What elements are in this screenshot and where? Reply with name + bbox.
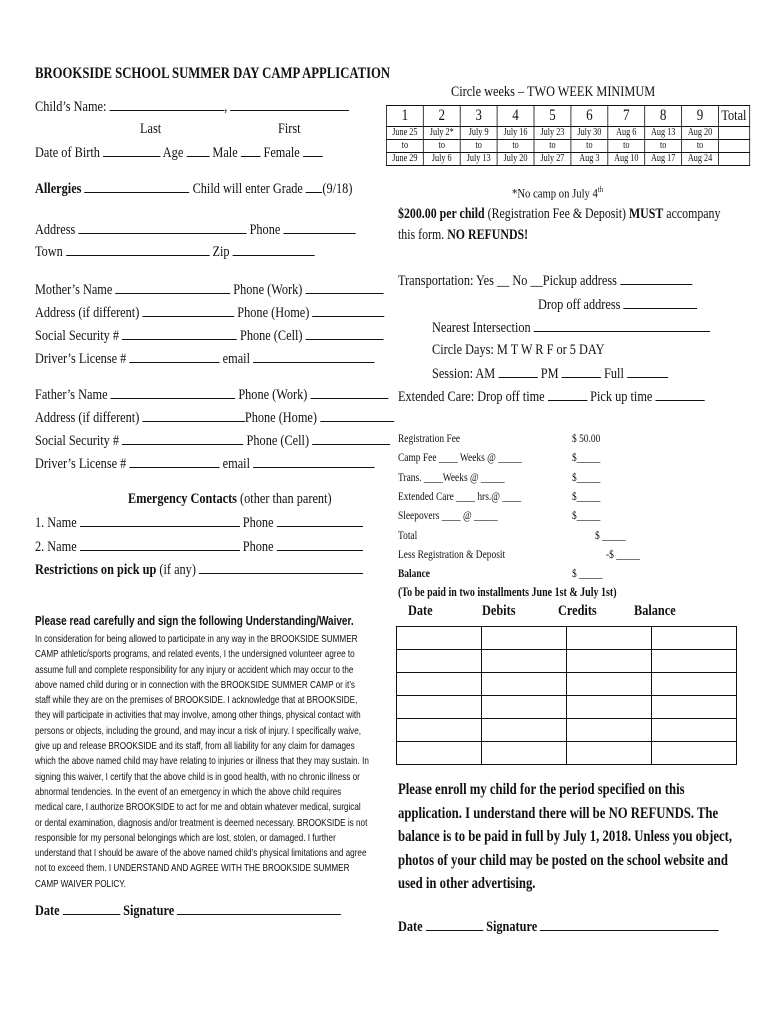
father-address-label: Address (if different): [35, 410, 140, 426]
week-number-cell[interactable]: 1: [386, 106, 423, 127]
left-date-field[interactable]: [63, 902, 120, 915]
week-to-cell: to: [534, 140, 571, 153]
waiver-heading: Please read carefully and sign the following Understanding/Waiver.: [35, 614, 354, 628]
week-start-cell: July 23: [534, 127, 571, 140]
week-number-cell[interactable]: 6: [571, 106, 608, 127]
town-row: [35, 243, 315, 261]
female-field[interactable]: [303, 144, 323, 157]
fee-label: Registration Fee: [398, 433, 461, 445]
father-phone-cell-label: Phone (Cell): [246, 433, 310, 449]
ledger-cell[interactable]: [567, 696, 652, 719]
ledger-cell[interactable]: [567, 719, 652, 742]
week-end-cell: July 13: [460, 153, 497, 166]
intersection-row: [432, 319, 710, 337]
week-start-cell: Aug 13: [645, 127, 682, 140]
mother-phone-home-field[interactable]: [312, 304, 384, 317]
emergency-2-name-field[interactable]: [80, 538, 240, 551]
session-pm-label: PM: [540, 366, 559, 382]
ledger-cell[interactable]: [652, 650, 737, 673]
ledger-cell[interactable]: [482, 673, 567, 696]
mother-address-field[interactable]: [142, 304, 234, 317]
no-camp-sup: th: [597, 185, 603, 194]
week-number-cell[interactable]: 2: [423, 106, 460, 127]
grade-field[interactable]: [306, 180, 322, 193]
ledger-cell[interactable]: [397, 650, 482, 673]
weeks-heading: Circle weeks – TWO WEEK MINIMUM: [451, 84, 656, 100]
emergency-heading: [128, 491, 332, 508]
ledger-cell[interactable]: [567, 627, 652, 650]
mother-phone-home-label: Phone (Home): [237, 305, 310, 321]
week-to-cell: to: [460, 140, 497, 153]
fee-label: Less Registration & Deposit: [398, 548, 506, 561]
week-start-cell: July 2*: [423, 127, 460, 140]
phone-field[interactable]: [283, 221, 355, 234]
last-caption: Last: [140, 121, 162, 137]
week-number-cell[interactable]: 9: [682, 106, 719, 127]
ledger-cell[interactable]: [567, 650, 652, 673]
father-address-field[interactable]: [142, 409, 245, 422]
right-signature-row: [398, 918, 719, 936]
restrictions-label: Restrictions on pick up: [35, 562, 157, 578]
session-pm-field[interactable]: [562, 365, 601, 378]
town-field[interactable]: [66, 243, 210, 256]
week-end-cell: June 29: [386, 153, 423, 166]
restrictions-sub: (if any): [159, 562, 196, 578]
week-start-cell: July 9: [460, 127, 497, 140]
left-signature-row: [35, 902, 341, 920]
this-form: this form.: [398, 227, 445, 243]
zip-field[interactable]: [233, 243, 315, 256]
week-total-cell[interactable]: [719, 140, 750, 153]
dob-field[interactable]: [103, 144, 160, 157]
waiver-text: In consideration for being allowed to participate in any way in the BROOKSIDE SUMMER CAMP athletic/sports programs, and related events, I the undersigned volunteer agree to assume full and complete responsibility for any injury or accident which may occur to the above named child during or in connection with the BROOKSIDE SUMMER CAMP or it’s staff while they are on the premises of BROOKSIDE. I acknowledge that at BROOKSIDE, they will participate in activities that may involve, among other things, physical contact with persons or objects, including the ground, and may incur a risk of injury. I specifically waive, give up and release BROOKSIDE and its staff, from all liability for any claim for damages which the above named child may have relating to injuries or illness that they may sustain. In signing this waiver, I certify that the above child is in good health, with no chronic illness or abnormal tendencies. In the event of an emergency in which the above child requires medical care, I authorize BROOKSIDE to act for me and obtain whatever medical, surgical or dental examination, diagnosis and/or treatment is deemed necessary. BROOKSIDE is not responsible for my personal belongings which are lost, stolen, or damaged. I further understand that I should be aware of the above named child’s physical limitations and agree not to exceed them. I UNDERSTAND AND AGREE WITH THE BROOKSIDE SUMMER CAMP WAIVER POLICY.: [35, 634, 369, 890]
mother-ssn-label: Social Security #: [35, 328, 120, 344]
week-end-cell: July 27: [534, 153, 571, 166]
grade-year: (9/18): [322, 181, 353, 197]
emergency-1-label: 1. Name: [35, 515, 77, 531]
town-label: Town: [35, 244, 63, 260]
ledger-cell[interactable]: [397, 719, 482, 742]
weeks-table-wrap: [386, 105, 770, 166]
mother-phone-work-label: Phone (Work): [233, 282, 303, 298]
father-name-row: [35, 386, 388, 404]
fee-amount[interactable]: $ _____: [595, 529, 626, 542]
emergency-sub: (other than parent): [240, 491, 332, 507]
ledger-row: [397, 650, 737, 673]
week-start-cell: July 30: [571, 127, 608, 140]
grade-label: Child will enter Grade: [192, 181, 303, 197]
emergency-2-row: [35, 538, 363, 556]
father-email-label: email: [222, 456, 250, 472]
week-number-cell[interactable]: 8: [645, 106, 682, 127]
fee-label: Sleepovers ____ @ _____: [398, 510, 498, 523]
session-row: [432, 365, 668, 383]
ledger-row: [397, 673, 737, 696]
week-number-cell[interactable]: 7: [608, 106, 645, 127]
mother-license-label: Driver’s License #: [35, 351, 127, 367]
fee-amount[interactable]: $_____: [572, 452, 601, 465]
father-ssn-field[interactable]: [122, 432, 243, 445]
mother-name-field[interactable]: [115, 281, 230, 294]
fee-must: MUST: [628, 206, 664, 222]
address-field[interactable]: [78, 221, 246, 234]
transportation-label: Transportation: Yes __ No __Pickup address: [398, 273, 617, 289]
fee-amount[interactable]: $_____: [572, 490, 601, 503]
age-field[interactable]: [186, 144, 209, 157]
week-end-cell: Aug 24: [682, 153, 719, 166]
fee-amount[interactable]: $_____: [572, 471, 601, 484]
father-address-row: [35, 409, 394, 427]
ledger-cell[interactable]: [652, 719, 737, 742]
father-ssn-label: Social Security #: [35, 433, 120, 449]
dob-row: [35, 144, 322, 162]
session-am-field[interactable]: [498, 365, 537, 378]
mother-address-row: [35, 304, 385, 322]
dob-label: Date of Birth: [35, 145, 100, 161]
father-license-field[interactable]: [129, 455, 219, 468]
first-caption: First: [278, 121, 301, 137]
age-label: Age: [162, 145, 184, 161]
emergency-1-phone-label: Phone: [242, 515, 274, 531]
ledger-row: [397, 696, 737, 719]
week-start-cell: June 25: [386, 127, 423, 140]
ledger-cell[interactable]: [482, 696, 567, 719]
ledger-cell[interactable]: [652, 696, 737, 719]
fee-label: Camp Fee ____ Weeks @ _____: [398, 452, 522, 465]
mother-name-row: [35, 281, 383, 299]
emergency-1-row: [35, 514, 363, 532]
week-number-cell[interactable]: 3: [460, 106, 497, 127]
ledger-cell[interactable]: [397, 627, 482, 650]
week-end-cell: July 6: [423, 153, 460, 166]
no-refunds: NO REFUNDS!: [447, 227, 529, 243]
ledger-cell[interactable]: [482, 742, 567, 765]
name-comma: ,: [224, 99, 228, 115]
week-to-cell: to: [682, 140, 719, 153]
ledger-row: [397, 719, 737, 742]
week-start-cell: Aug 6: [608, 127, 645, 140]
female-label: Female: [263, 145, 300, 161]
fee-label: Extended Care ____ hrs.@ ____: [398, 490, 522, 503]
week-end-cell: Aug 17: [645, 153, 682, 166]
ledger-cell[interactable]: [397, 696, 482, 719]
dropoff-row: [538, 296, 697, 314]
father-phone-cell-field[interactable]: [312, 432, 390, 445]
dropoff-time-field[interactable]: [548, 388, 587, 401]
male-label: Male: [212, 145, 238, 161]
week-start-cell: Aug 20: [682, 127, 719, 140]
address-row: [35, 221, 356, 239]
father-license-label: Driver’s License #: [35, 456, 127, 472]
ledger-header-balance: Balance: [634, 603, 676, 619]
installments-note: (To be paid in two installments June 1st & July 1st): [398, 585, 617, 599]
ledger-cell[interactable]: [652, 742, 737, 765]
week-to-cell: to: [608, 140, 645, 153]
childs-name-row: [35, 98, 349, 116]
fee-rest: (Registration Fee & Deposit): [487, 206, 626, 222]
ledger-cell[interactable]: [652, 673, 737, 696]
fee-line-1: [398, 206, 720, 223]
mother-email-label: email: [222, 351, 250, 367]
week-total-cell[interactable]: [719, 127, 750, 140]
mother-license-field[interactable]: [129, 350, 219, 363]
mother-license-row: [35, 350, 374, 368]
week-end-cell: Aug 10: [608, 153, 645, 166]
week-number-cell[interactable]: 5: [534, 106, 571, 127]
dropoff-label: Drop off address: [538, 297, 621, 313]
week-end-cell: July 20: [497, 153, 534, 166]
male-field[interactable]: [241, 144, 261, 157]
father-email-field[interactable]: [253, 455, 374, 468]
intersection-field[interactable]: [534, 319, 710, 332]
mother-email-field[interactable]: [253, 350, 374, 363]
fee-label: Total: [398, 529, 418, 542]
emergency-1-name-field[interactable]: [80, 514, 240, 527]
zip-label: Zip: [212, 244, 230, 260]
right-signature-field[interactable]: [540, 918, 719, 931]
emergency-1-phone-field[interactable]: [277, 514, 363, 527]
left-signature-field[interactable]: [177, 902, 341, 915]
ledger-header-credits: Credits: [558, 603, 597, 619]
father-name-label: Father’s Name: [35, 387, 108, 403]
ledger-row: [397, 742, 737, 765]
ledger-cell[interactable]: [652, 627, 737, 650]
phone-label: Phone: [249, 222, 281, 238]
week-to-cell: to: [423, 140, 460, 153]
allergies-field[interactable]: [85, 180, 190, 193]
week-total-cell[interactable]: [719, 153, 750, 166]
ledger-cell[interactable]: [567, 673, 652, 696]
mother-phone-cell-field[interactable]: [306, 327, 384, 340]
father-phone-home-field[interactable]: [320, 409, 394, 422]
week-total-header: Total: [719, 106, 750, 127]
transportation-row: [398, 272, 692, 290]
ledger-table-wrap: [396, 626, 737, 765]
address-label: Address: [35, 222, 76, 238]
pickup-time-field[interactable]: [655, 388, 704, 401]
child-first-name-field[interactable]: [230, 98, 349, 111]
right-date-field[interactable]: [426, 918, 483, 931]
week-number-cell[interactable]: 4: [497, 106, 534, 127]
fee-accompany: accompany: [666, 206, 721, 222]
ledger-header-debits: Debits: [482, 603, 516, 619]
mother-address-label: Address (if different): [35, 305, 140, 321]
week-to-cell: to: [645, 140, 682, 153]
emergency-2-phone-field[interactable]: [277, 538, 363, 551]
mother-ssn-row: [35, 327, 383, 345]
childs-name-label: Child’s Name:: [35, 99, 107, 115]
fee-bold: $200.00 per child: [398, 206, 485, 222]
fee-amount[interactable]: -$ _____: [606, 548, 640, 561]
allergies-label: Allergies: [35, 181, 82, 197]
weeks-table: [386, 105, 750, 166]
week-start-cell: July 16: [497, 127, 534, 140]
right-signature-label: Signature: [486, 919, 538, 935]
enroll-text: Please enroll my child for the period specified on this application. I understand there will be NO REFUNDS. The balance is to be paid in full by July 1, 2018. Unless you object, photos of your child may be posted on the school website and used in other advertising.: [398, 781, 733, 892]
mother-phone-cell-label: Phone (Cell): [239, 328, 303, 344]
week-to-cell: to: [571, 140, 608, 153]
allergies-row: [35, 180, 352, 198]
session-full-field[interactable]: [627, 365, 668, 378]
pickup-address-field[interactable]: [620, 272, 692, 285]
week-end-cell: Aug 3: [571, 153, 608, 166]
father-phone-home-label: Phone (Home): [244, 410, 317, 426]
fee-amount[interactable]: $_____: [572, 510, 601, 523]
fee-amount: $ 50.00: [572, 433, 601, 445]
week-to-cell: to: [497, 140, 534, 153]
right-date-label: Date: [398, 919, 423, 935]
fee-amount[interactable]: $ _____: [572, 568, 603, 581]
emergency-2-phone-label: Phone: [242, 539, 274, 555]
mother-name-label: Mother’s Name: [35, 282, 113, 298]
no-camp-note: [512, 185, 603, 201]
emergency-label: Emergency Contacts: [128, 491, 237, 507]
mother-ssn-field[interactable]: [122, 327, 237, 340]
father-license-row: [35, 455, 374, 473]
ledger-cell[interactable]: [482, 627, 567, 650]
ledger-row: [397, 627, 737, 650]
left-signature-label: Signature: [123, 903, 175, 919]
father-phone-work-label: Phone (Work): [238, 387, 308, 403]
session-full-label: Full: [604, 366, 624, 382]
page-title: BROOKSIDE SCHOOL SUMMER DAY CAMP APPLICATION: [35, 65, 391, 82]
ledger-table: [396, 626, 737, 765]
dropoff-field[interactable]: [624, 296, 698, 309]
left-date-label: Date: [35, 903, 60, 919]
session-am-label: Session: AM: [432, 366, 496, 382]
extended-care-row: [398, 388, 705, 406]
father-name-field[interactable]: [111, 386, 236, 399]
ledger-header-date: Date: [408, 603, 433, 619]
fee-label: Trans. ____Weeks @ _____: [398, 471, 505, 484]
no-camp-text: *No camp on July 4: [512, 185, 598, 201]
extended-care-label: Extended Care: Drop off time: [398, 389, 545, 405]
ledger-cell[interactable]: [482, 719, 567, 742]
ledger-cell[interactable]: [482, 650, 567, 673]
child-last-name-field[interactable]: [109, 98, 224, 111]
intersection-label: Nearest Intersection: [432, 320, 531, 336]
fee-line-2: [398, 227, 528, 244]
restrictions-row: [35, 561, 363, 579]
father-ssn-row: [35, 432, 390, 450]
restrictions-field[interactable]: [199, 561, 363, 574]
father-phone-work-field[interactable]: [310, 386, 388, 399]
week-to-cell: to: [386, 140, 423, 153]
pickup-time-label: Pick up time: [590, 389, 653, 405]
circle-days: Circle Days: M T W R F or 5 DAY: [432, 342, 605, 358]
ledger-cell[interactable]: [567, 742, 652, 765]
ledger-cell[interactable]: [397, 742, 482, 765]
emergency-2-label: 2. Name: [35, 539, 77, 555]
mother-phone-work-field[interactable]: [305, 281, 383, 294]
ledger-cell[interactable]: [397, 673, 482, 696]
fee-label: Balance: [398, 568, 430, 581]
